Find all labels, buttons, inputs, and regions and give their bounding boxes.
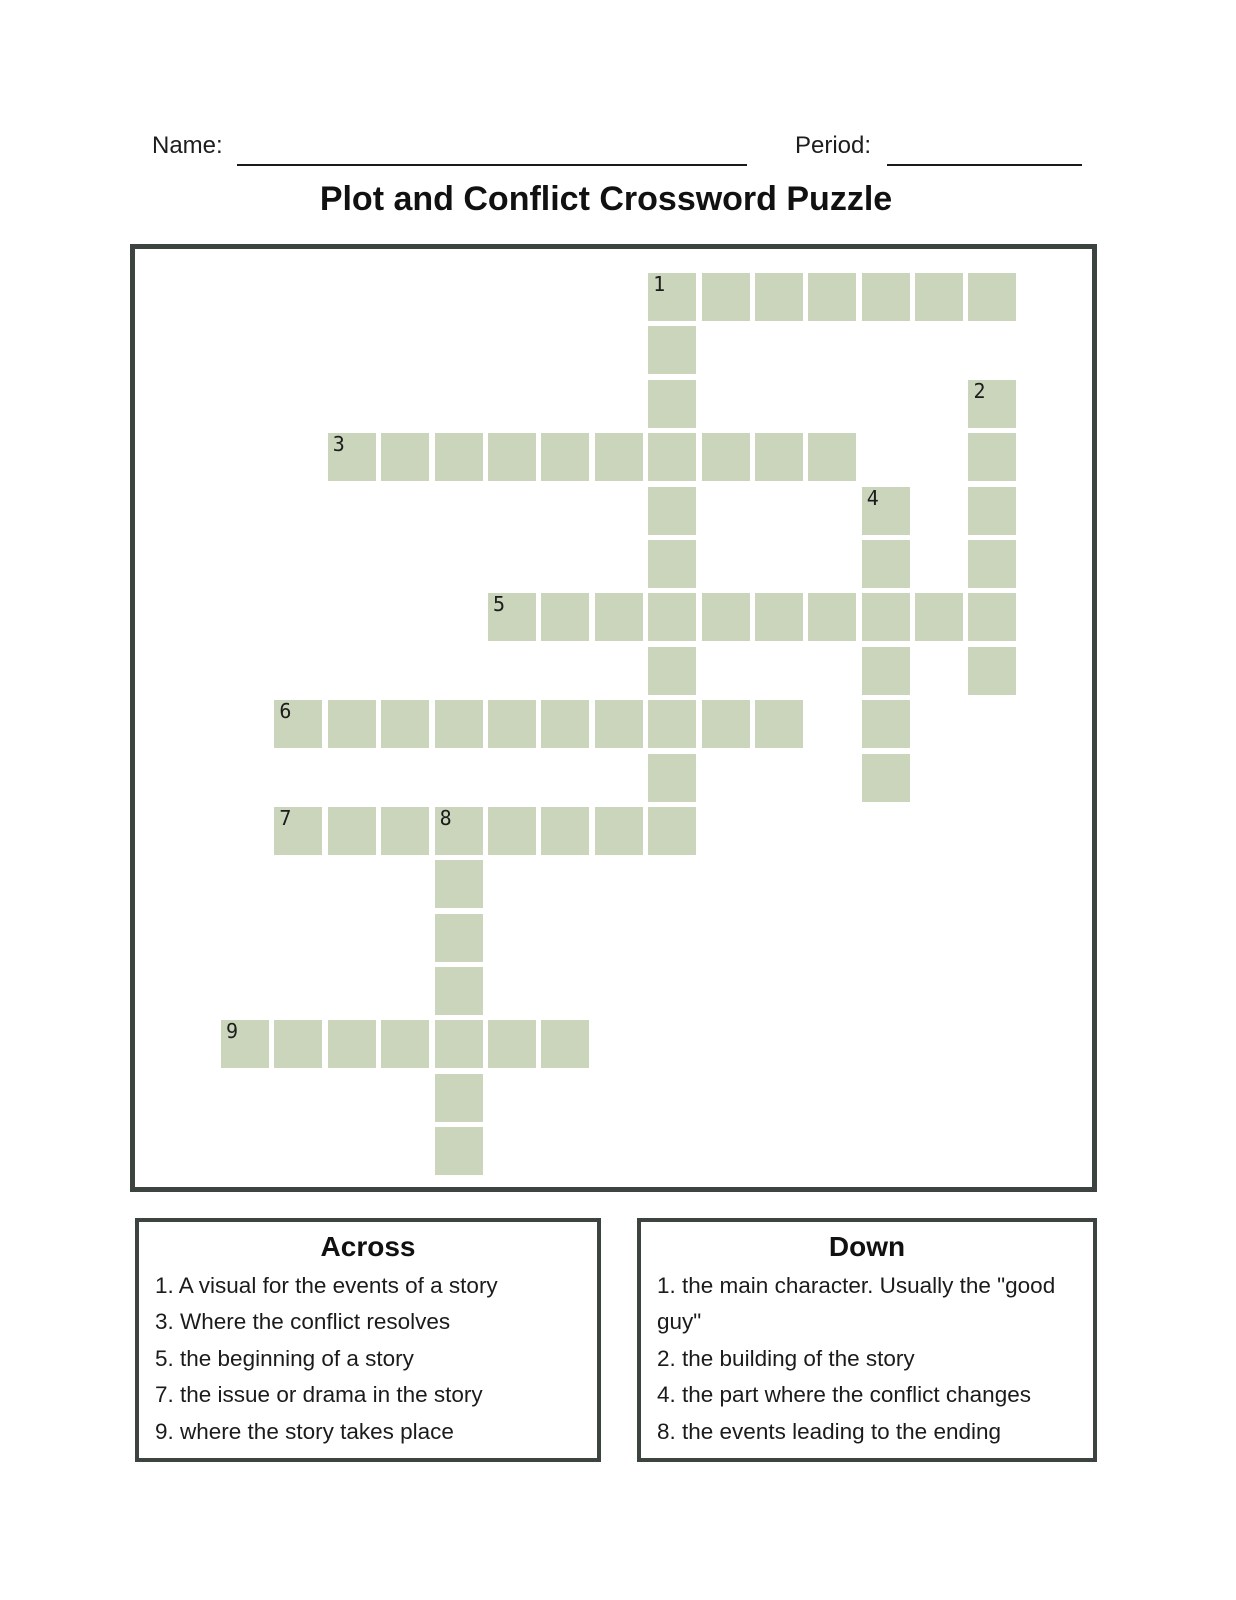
down-title: Down xyxy=(828,1231,906,1262)
grid-cell xyxy=(648,593,696,641)
grid-cell xyxy=(862,540,910,588)
grid-cell xyxy=(702,700,750,748)
across-title: Across xyxy=(320,1231,416,1262)
grid-cell xyxy=(595,593,643,641)
grid-cell xyxy=(488,1020,536,1068)
cell-number: 7 xyxy=(279,805,292,830)
grid-cell xyxy=(648,754,696,802)
across-clues-box xyxy=(135,1218,601,1462)
down-clues-box xyxy=(637,1218,1097,1462)
grid-cell xyxy=(648,540,696,588)
grid-cell-numbered xyxy=(488,593,536,641)
grid-cell xyxy=(435,967,483,1015)
grid-cell xyxy=(702,433,750,481)
grid-cell xyxy=(274,1020,322,1068)
grid-cell xyxy=(808,273,856,321)
grid-cell xyxy=(541,807,589,855)
grid-cell-numbered xyxy=(862,487,910,535)
period-blank-line xyxy=(887,163,1082,166)
grid-cell xyxy=(435,914,483,962)
name-label: Name: xyxy=(152,132,223,159)
clue-item: 7. the issue or drama in the story xyxy=(155,1382,483,1408)
grid-cell xyxy=(595,807,643,855)
grid-cell-numbered xyxy=(274,700,322,748)
grid-cell xyxy=(755,700,803,748)
grid-cell xyxy=(435,860,483,908)
grid-cell xyxy=(862,754,910,802)
cell-number: 2 xyxy=(973,378,986,403)
cell-number: 3 xyxy=(332,432,345,457)
clue-item: 9. where the story takes place xyxy=(155,1418,454,1444)
grid-cell xyxy=(808,433,856,481)
grid-cell xyxy=(755,593,803,641)
cell-number: 1 xyxy=(653,272,666,296)
crossword-grid xyxy=(221,273,1016,1175)
grid-cell xyxy=(648,487,696,535)
grid-cell xyxy=(968,433,1016,481)
grid-cell xyxy=(328,1020,376,1068)
grid-cell xyxy=(648,807,696,855)
grid-cell xyxy=(488,433,536,481)
grid-cell-numbered xyxy=(648,273,696,321)
grid-cell xyxy=(968,593,1016,641)
clue-item: 5. the beginning of a story xyxy=(155,1345,414,1371)
grid-cell xyxy=(381,433,429,481)
grid-cell xyxy=(541,593,589,641)
grid-cell xyxy=(702,273,750,321)
grid-cell xyxy=(488,807,536,855)
cell-number: 9 xyxy=(226,1019,239,1044)
grid-cell xyxy=(488,700,536,748)
grid-cell xyxy=(862,700,910,748)
clue-item: 1. the main character. Usually the "good guy" xyxy=(657,1273,1056,1335)
grid-cell xyxy=(541,433,589,481)
clue-item: 8. the events leading to the ending xyxy=(657,1418,1002,1444)
grid-cell xyxy=(381,807,429,855)
grid-cell-numbered xyxy=(968,380,1016,428)
grid-cell xyxy=(862,273,910,321)
grid-cell xyxy=(541,700,589,748)
period-label: Period: xyxy=(795,132,872,159)
grid-cell xyxy=(381,1020,429,1068)
name-blank-line xyxy=(237,163,747,166)
clue-item: 1. A visual for the events of a story xyxy=(155,1273,498,1298)
grid-cell xyxy=(808,593,856,641)
cell-number: 8 xyxy=(439,805,452,830)
grid-cell xyxy=(915,273,963,321)
grid-cell xyxy=(381,700,429,748)
grid-cell xyxy=(862,647,910,695)
grid-cell-numbered xyxy=(435,807,483,855)
grid-cell xyxy=(968,540,1016,588)
grid-cell-numbered xyxy=(328,433,376,481)
cell-number: 5 xyxy=(492,592,505,617)
grid-cell xyxy=(435,433,483,481)
page-title: Plot and Conflict Crossword Puzzle xyxy=(319,180,893,218)
grid-cell xyxy=(968,273,1016,321)
grid-cell xyxy=(328,807,376,855)
grid-cell xyxy=(648,647,696,695)
grid-cell xyxy=(595,700,643,748)
grid-cell-numbered xyxy=(221,1020,269,1068)
crossword-grid-box xyxy=(130,244,1097,1192)
grid-cell xyxy=(328,700,376,748)
grid-cell xyxy=(435,1074,483,1122)
cell-number: 4 xyxy=(866,485,879,510)
grid-cell xyxy=(648,433,696,481)
grid-cell xyxy=(595,433,643,481)
grid-cell xyxy=(702,593,750,641)
cell-number: 6 xyxy=(279,699,292,724)
down-clue-list xyxy=(641,1264,1093,1450)
grid-cell xyxy=(915,593,963,641)
grid-cell xyxy=(968,647,1016,695)
grid-cell xyxy=(755,433,803,481)
grid-cell xyxy=(648,700,696,748)
grid-cell xyxy=(648,326,696,374)
clue-item: 4. the part where the conflict changes xyxy=(657,1382,1031,1408)
clue-item: 3. Where the conflict resolves xyxy=(155,1309,451,1335)
clue-item: 2. the building of the story xyxy=(657,1345,915,1371)
grid-cell xyxy=(541,1020,589,1068)
grid-cell xyxy=(968,487,1016,535)
grid-cell xyxy=(862,593,910,641)
grid-cell xyxy=(435,1127,483,1175)
grid-cell xyxy=(755,273,803,321)
grid-cell xyxy=(648,380,696,428)
grid-cell xyxy=(435,1020,483,1068)
grid-cell xyxy=(435,700,483,748)
grid-cell-numbered xyxy=(274,807,322,855)
across-clue-list xyxy=(139,1264,597,1450)
